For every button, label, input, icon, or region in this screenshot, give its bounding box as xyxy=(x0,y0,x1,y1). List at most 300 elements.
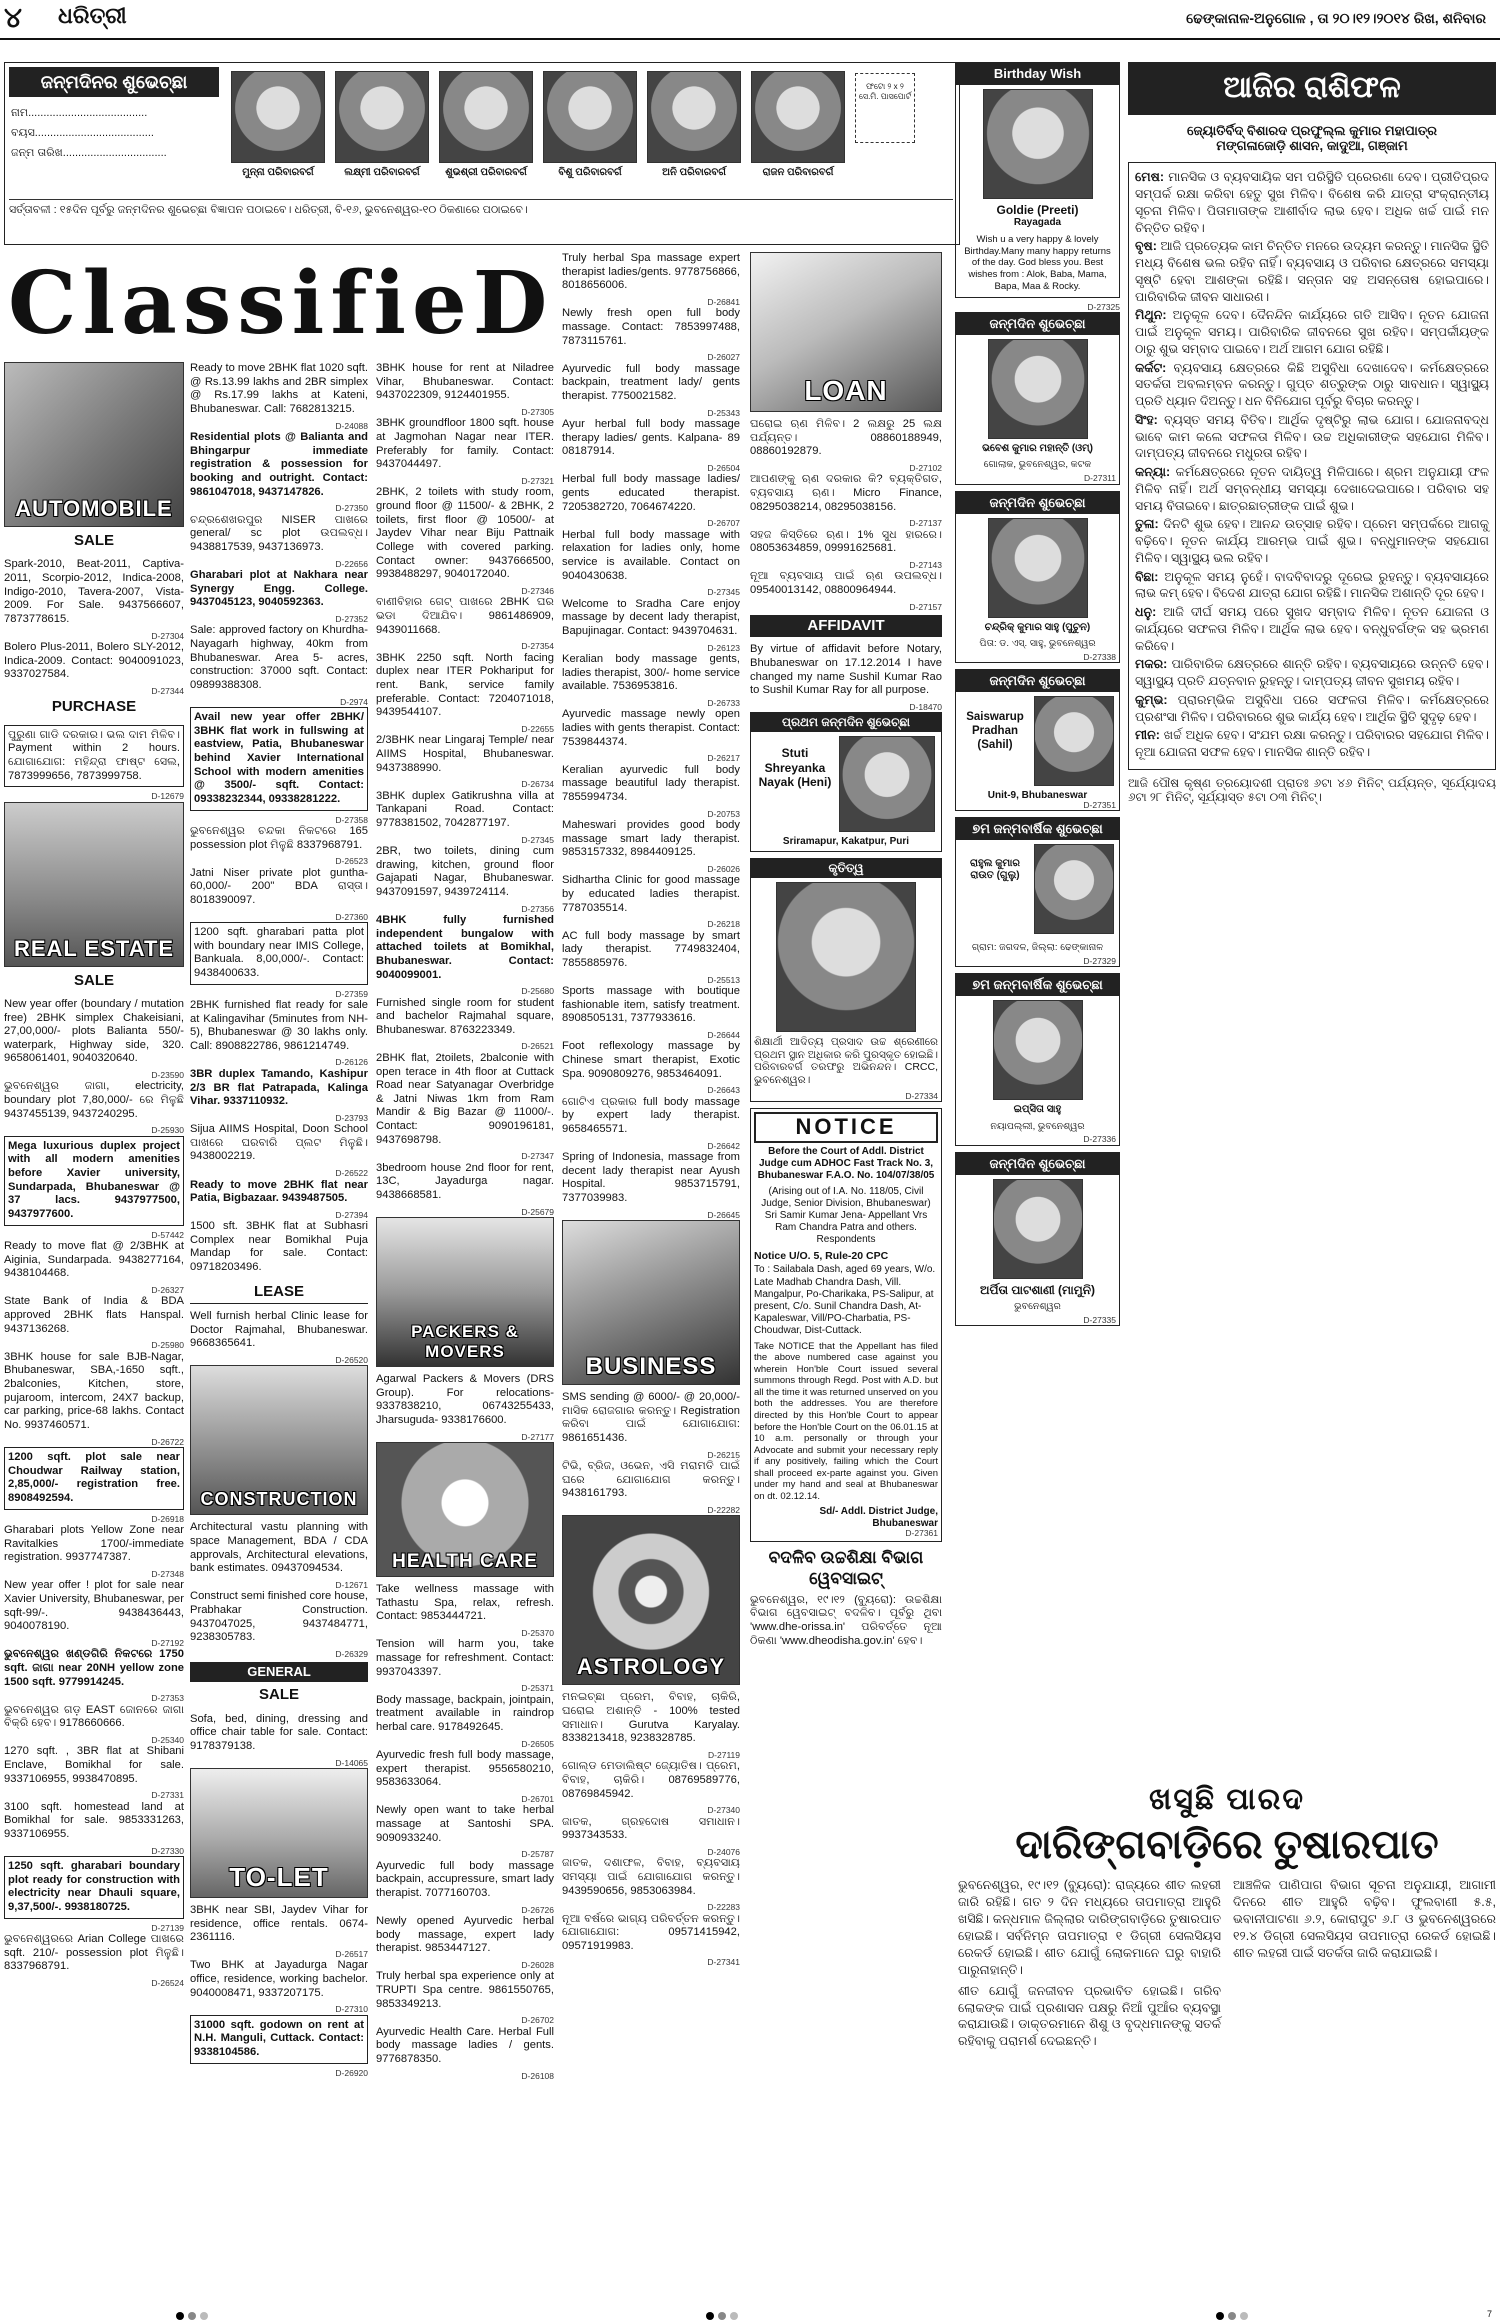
zodiac-prediction: ପ୍ରାରମ୍ଭିକ ଅସୁବିଧା ପରେ ସଫଳତା ମିଳିବ। କର୍ମକ୍ଷେତ୍ରରେ ପ୍ରଶଂସା ମିଳିବ। ପରିବାରରେ ଶୁଭ କାର୍ଯ୍ୟ ହେବ। ଆର୍ଥିକ ସ୍ଥିତି ସୁଦୃଢ଼ ହେବ। xyxy=(1135,692,1489,724)
child-address: Unit-9, Bhubaneswar xyxy=(987,789,1088,801)
ad-code: D-26841 xyxy=(707,296,740,307)
birthday-wish-box xyxy=(955,312,1120,484)
classified-ad: ଟିଭି, ବ୍ରିଜ, ଓଭେନ, ଏସି ମରାମତି ପାଇଁ ଘରେ ଯୋଗାଯୋଗ କରନ୍ତୁ। 9438161793. xyxy=(562,1459,740,1500)
classified-ad: Furnished single room for student and bachelor Rajmahal square, Bhubaneswar. 8763223349. xyxy=(376,996,554,1036)
classified-ad: ଭୁବନେଶ୍ୱରରେ Arian College ପାଖରେ sqft. 210/- possession plot ମିଳୁଛି। 8337968791. xyxy=(4,1933,184,1973)
ad-code: D-27334 xyxy=(905,1090,938,1101)
classified-ad: New year offer (boundary / mutation free) 2BHK simplex Chakeisiani, 27,00,000/- plots Balianta 550/- waterpark, Highway side, 320. 9658061401, 9040320640. xyxy=(4,997,184,1065)
ad-code: D-26215 xyxy=(707,1449,740,1460)
zodiac-sign: ମୀନ: xyxy=(1135,728,1160,743)
ad-code: D-26521 xyxy=(521,1041,554,1052)
classified-ad: Sijua AIIMS Hospital, Doon School ପାଖରେ ଘରବାରି ପ୍ଲଟ ମିଳୁଛି। 9438002219. xyxy=(190,1123,368,1163)
ad-code: D-27341 xyxy=(707,1957,740,1968)
classified-ad: Agarwal Packers & Movers (DRS Group). For relocations-9337838210, 06743255433, Jharsuguda- 9338176600. xyxy=(376,1373,554,1427)
ad-code: D-26726 xyxy=(521,1904,554,1915)
horoscope-entry xyxy=(1135,727,1489,761)
ad-code: D-27359 xyxy=(335,988,368,999)
classified-ad: Ayur herbal full body massage therapy ladies/ gents. Kalpana- 89 08187914. xyxy=(562,417,740,458)
classified-ad: 4BHK fully furnished independent bungalow with attached toilets at Bomikhal, Bhubaneswar. Contact: 9040099001. xyxy=(376,913,554,981)
packers-movers-label: PACKERS & MOVERS xyxy=(411,1321,519,1362)
automobile-label: AUTOMOBILE xyxy=(15,496,173,522)
child-name: ରାହୁଲ କୁମାର ରାଉତ (ଗୁଲୁ) xyxy=(970,858,1020,882)
page-number: ୪ xyxy=(4,2,22,33)
person-place: Rayagada xyxy=(1013,217,1062,229)
ad-code: D-25343 xyxy=(707,407,740,418)
panchang-note: ଆଜି ପୌଷ କୃଷ୍ଣ ତ୍ରୟୋଦଶୀ ପ୍ରାତଃ ୬ଟା ୪୬ ମିନିଟ୍ ପର୍ଯ୍ୟନ୍ତ, ସୂର୍ଯ୍ୟୋଦୟ ୬ଟା ୨୮ ମିନିଟ୍, ସୂର୍ଯ୍ୟାସ୍ତ ୫ଟା ୦୩ ମିନିଟ୍। xyxy=(1128,775,1496,805)
ad-code: D-12671 xyxy=(335,1580,368,1591)
ad-code: D-26504 xyxy=(707,462,740,473)
notice-parties: (Arising out of I.A. No. 118/05, Civil Judge, Senior Division, Bhubaneswar) Sri Samir Kumar Jena- Appellant Vrs Ram Chandra Patra and others. Respondents xyxy=(761,1185,931,1246)
birthday-wish-form xyxy=(4,62,960,245)
ad-code: D-26123 xyxy=(707,642,740,653)
horoscope-list xyxy=(1128,162,1496,770)
zodiac-sign: ବିଛା: xyxy=(1135,569,1159,584)
ad-code: D-27348 xyxy=(151,1569,184,1580)
ad-code: D-27119 xyxy=(708,1749,740,1760)
ad-code: D-27338 xyxy=(1083,651,1116,662)
classified-ad: Construct semi finished core house, Prabhakar Construction. 9437047025, 9437484771, 9238305783. xyxy=(190,1590,368,1644)
classified-ad: ଭୁବନେଶ୍ୱର ଖଣ୍ଡଗିରି ନିକଟରେ 1750 sqft. ଜାଗା near 20NH yellow zone 1500 sqft. 9779914245. xyxy=(4,1648,184,1688)
health-care-label: HEALTH CARE xyxy=(392,1550,538,1572)
ad-code: D-26329 xyxy=(335,1649,368,1660)
ad-code: D-23793 xyxy=(335,1112,368,1123)
ad-code: D-26028 xyxy=(521,1960,554,1971)
zodiac-prediction: ପାରିବାରିକ କ୍ଷେତ୍ରରେ ଶାନ୍ତି ରହିବ। ବ୍ୟବସାୟରେ ଉନ୍ନତି ହେବ। ସ୍ୱାସ୍ଥ୍ୟ ପ୍ରତି ଯତ୍ନବାନ ରୁହନ୍ତୁ। ଦାମ୍ପତ୍ୟ ଜୀବନ ସୁଖମୟ ରହିବ। xyxy=(1135,657,1489,689)
horoscope-entry xyxy=(1135,169,1489,236)
classified-ad: ନୂଆ ବ୍ୟବସାୟ ପାଇଁ ଋଣ ଉପଲବ୍ଧ। 09540013142, 08800964944. xyxy=(750,570,942,596)
zodiac-prediction: ଖର୍ଚ୍ଚ ଅଧିକ ହେବ। ସଂଯମ ରକ୍ଷା କରନ୍ତୁ। ପରିବାରର ସହଯୋଗ ମିଳିବ। ନୂଆ ଯୋଜନା ସଫଳ ହେବ। ମାନସିକ ଶାନ୍ତି ରହିବ। xyxy=(1135,728,1489,760)
classified-ad: Newly fresh open full body massage. Contact: 7853997488, 7873115761. xyxy=(562,307,740,347)
child-name: Saiswarup Pradhan (Sahil) xyxy=(966,710,1024,751)
registration-marks-icon xyxy=(0,2309,1500,2323)
notice-addressee: To : Sailabala Dash, aged 69 years, W/o. Late Madhab Chandra Dash, Vill. Mangalpur, Po-Charikaka, PS-Salipur, at present, C/o. Sunil Chandra Dash, At-Kapaleswar, Vill/PO-Charbatia, PS-Choudwar, Dist-Cuttack. xyxy=(754,1264,936,1337)
ad-code: D-26026 xyxy=(707,863,740,874)
ad-code: D-27351 xyxy=(1083,800,1116,811)
child-photo xyxy=(993,1000,1083,1100)
sale-heading: SALE xyxy=(4,970,184,992)
zodiac-sign: କନ୍ୟା: xyxy=(1135,465,1171,480)
first-birthday-wish xyxy=(750,712,942,852)
ad-code: D-26920 xyxy=(335,2067,368,2078)
child-name: Stuti Shreyanka Nayak (Heni) xyxy=(758,745,832,790)
construction-label: CONSTRUCTION xyxy=(200,1489,358,1510)
notice-rule: Notice U/O. 5, Rule-20 CPC xyxy=(754,1249,889,1262)
astrology-label: ASTROLOGY xyxy=(576,1654,726,1680)
classified-ad: SMS sending @ 6000/- @ 20,000/- ମାସିକ ରୋଜଗାର କରନ୍ତୁ। Registration କରିବା ପାଇଁ ଯୋଗାଯୋଗ: 9861651436. xyxy=(562,1390,740,1444)
achievement-box xyxy=(750,858,942,1102)
ad-code: D-26733 xyxy=(707,697,740,708)
classified-ad: 3bedroom house 2nd floor for rent, 13C, Jayadurga nagar. 9438668581. xyxy=(376,1161,554,1202)
ad-code: D-25787 xyxy=(521,1849,554,1860)
ad-code: D-27340 xyxy=(707,1805,740,1816)
loan-section-image xyxy=(750,252,942,412)
birthday-wish-title: ଜନ୍ମଦିନ ଶୁଭେଚ୍ଛା xyxy=(956,492,1119,514)
ad-code: D-25340 xyxy=(151,1735,184,1745)
astrology-section-image xyxy=(562,1515,740,1685)
print-registration-strip xyxy=(0,2309,1500,2323)
child-address: ଗୋଲାକ, ଭୁବନେଶ୍ୱର, କଟକ xyxy=(983,459,1092,471)
news-headline: ଦାରିଙ୍ଗବାଡ଼ିରେ ତୁଷାରପାତ xyxy=(1015,1822,1439,1867)
person-address: ଭୁବନେଶ୍ୱର xyxy=(1014,1301,1061,1313)
form-age-line: ବୟସ....................................... xyxy=(11,127,154,139)
ad-code: D-27329 xyxy=(1083,956,1116,967)
ad-code: D-22282 xyxy=(707,1504,740,1515)
classified-ad: 2BHK, 2 toilets with study room, ground floor @ 11500/- & 2BHK, 2 toilets, first floor @ 10500/- at Jaydev Vihar near Biju Pattnaik College with covered parking. Contact owner: 9437666500, 9938488297, 9040172040. xyxy=(376,486,554,581)
ad-code: D-18470 xyxy=(909,701,942,712)
horoscope-section xyxy=(1128,62,1496,1777)
classified-ad: Spark-2010, Beat-2011, Captiva-2011, Scorpio-2012, Indica-2008, Indigo-2010, Tavera-2007, Vista-2009. For Sale. 9437566607, 7873778615. xyxy=(4,558,184,625)
news-body-column xyxy=(958,1877,1221,2050)
classified-ad: Maheswari provides good body massage smart lady therapist. 9853157332, 8984409125. xyxy=(562,818,740,859)
zodiac-prediction: ଦିନଟି ଶୁଭ ହେବ। ଆନନ୍ଦ ଉତ୍ସାହ ରହିବ। ପ୍ରେମ ସମ୍ପର୍କରେ ଆଗକୁ ବଢ଼ିବେ। ନୂତନ କାର୍ଯ୍ୟ ଆରମ୍ଭ ପାଇଁ ଶୁଭ। ବନ୍ଧୁମାନଙ୍କ ସହଯୋଗ ମିଳିବ। ସ୍ୱାସ୍ଥ୍ୟ ଭଲ ରହିବ। xyxy=(1135,517,1489,565)
ad-code: D-27325 xyxy=(1087,302,1120,313)
business-label: BUSINESS xyxy=(585,1352,717,1380)
classified-ad: ଗୋଟିଏ ପ୍ରକାର full body massage by expert lady therapist. 9658465571. xyxy=(562,1095,740,1135)
ad-code: D-27356 xyxy=(521,903,554,914)
classified-ad: Sale: approved factory on Khurdha-Nayagarh highway, 40km from Bhubaneswar. Area 5- acres, construction: 37000 sqft. Contact: 09899388308. xyxy=(190,624,368,691)
ad-code: D-12679 xyxy=(151,791,184,802)
achievement-title: କୃତିତ୍ୱ xyxy=(751,859,941,878)
classified-ad: Spring of Indonesia, massage from decent lady therapist near Ayush Hospital. 9853715791, 7377039983. xyxy=(562,1150,740,1204)
horoscope-entry xyxy=(1135,516,1489,566)
news-paragraph: ଶୀତ ଯୋଗୁଁ ଜନଜୀବନ ପ୍ରଭାବିତ ହୋଇଛି। ଗରିବ ଲୋକଙ୍କ ପାଇଁ ପ୍ରଶାସନ ପକ୍ଷରୁ ନିଆଁ ପୁଆଁର ବ୍ୟବସ୍ଥା କରାଯାଉଛି। ଡାକ୍ତରମାନେ ଶିଶୁ ଓ ବୃଦ୍ଧମାନଙ୍କୁ ସତର୍କ ରହିବାକୁ ପରାମର୍ଶ ଦେଇଛନ୍ତି। xyxy=(958,1983,1221,2049)
ad-code: D-2974 xyxy=(340,696,368,707)
lease-heading: LEASE xyxy=(190,1281,368,1304)
ad-code: D-25680 xyxy=(521,986,554,997)
classified-ad: Ayurvedic full body massage backpain, accupressure, smart lady therapist. 7077160703. xyxy=(376,1859,554,1900)
person-photo xyxy=(983,89,1093,199)
classified-ad: Ayurvedic Health Care. Herbal Full body massage ladies / gents. 9776878350. xyxy=(376,2025,554,2066)
classified-ad: ମନଇଚ୍ଛା ପ୍ରେମ, ବିବାହ, ଚାକିରି, ଘରୋଇ ଅଶାନ୍ତି - 100% tested ସମାଧାନ। Gurutva Karyalay. 8338213418, 9238328785. xyxy=(562,1691,740,1745)
automobile-section-image xyxy=(4,362,184,527)
sale-heading: SALE xyxy=(190,1684,368,1706)
child-photo xyxy=(988,339,1088,439)
form-name-line: ନାମ....................................... xyxy=(11,107,148,119)
ad-code: D-26524 xyxy=(151,1977,184,1988)
classified-ad: 2/3BHK near Lingaraj Temple/ near AIIMS Hospital, Bhubaneswar. 9437388990. xyxy=(376,734,554,774)
ad-code: D-27345 xyxy=(707,587,740,598)
ad-code: D-26644 xyxy=(707,1029,740,1040)
zodiac-prediction: ଆଜି ଦୀର୍ଘ ସମୟ ପରେ ସୁଖଦ ସମ୍ବାଦ ମିଳିବ। ନୂତନ ଯୋଜନା ଓ କାର୍ଯ୍ୟରେ ସଫଳତା ମିଳିବ। ଆର୍ଥିକ ଲାଭ ହେବ। ବନ୍ଧୁବର୍ଗଙ୍କ ସହ ଭ୍ରମଣ କରିବେ। xyxy=(1135,605,1489,653)
student-photo xyxy=(776,882,916,1032)
child-photo xyxy=(647,71,741,163)
classified-ad: 3BHK near SBI, Jaydev Vihar for residence, office rentals. 0674-2361116. xyxy=(190,1903,368,1944)
ad-code: D-26108 xyxy=(521,2070,554,2081)
classified-ad: ପୁରୁଣା ଗାଡି ଦରକାର। ଭଲ ଦାମ ମିଳିବ। Payment within 2 hours. ଯୋଗାଯୋଗ: ମହିନ୍ଦ୍ରା ଫାଷ୍ଟ ସେଲ, 7873999656, 7873999758. xyxy=(4,725,184,788)
classified-ad: 1500 sft. 3BHK flat at Subhasri Complex near Bomikhal Puja Mandap for sale. Contact: 09718203496. xyxy=(190,1220,368,1274)
general-heading: GENERAL xyxy=(190,1662,368,1682)
classified-ad: ନୂଆ ବର୍ଷରେ ଭାଗ୍ୟ ପରିବର୍ତ୍ତନ କରନ୍ତୁ। ଯୋଗାଯୋଗ: 09571415942, 09571919983. xyxy=(562,1912,740,1952)
news-paragraph: ଆଞ୍ଚଳିକ ପାଣିପାଗ ବିଭାଗ ସୂଚନା ଅନୁଯାୟୀ, ଆଗାମୀ ଦିନରେ ଶୀତ ଆହୁରି ବଢ଼ିବ। ଫୁଲବାଣୀ ୫.୫, ଭବାନୀପାଟଣା ୬.୨, କୋରାପୁଟ ୬.୮ ଓ ଭୁବନେଶ୍ୱରରେ ୧୨.୪ ଡିଗ୍ରୀ ସେଲସିୟସ ତାପମାତ୍ରା ରେକର୍ଡ ହୋଇଛି। ଶୀତ ଲହରୀ ପାଇଁ ସତର୍କତା ଜାରି କରାଯାଇଛି। xyxy=(1233,1878,1496,1960)
zodiac-prediction: ମାନସିକ ଓ ବ୍ୟବସାୟିକ ସମ ପରିସ୍ଥିତି ପ୍ରେରଣା ଦେବ। ପ୍ରୀତିପ୍ରଦ ସମ୍ପର୍କ ରକ୍ଷା କରିବା ହେତୁ ସୁଖ ମିଳିବ। ବିଶେଷ କରି ଯାତ୍ରା ସଂକ୍ରାନ୍ତୀୟ ସୂଚନା ମିଳିବ। ପିତାମାତାଙ୍କ ଆଶୀର୍ବାଦ ଲାଭ ହେବ। ଅଧିକ ଖର୍ଚ୍ଚ ପାଇଁ ମନ ଚିନ୍ତିତ ରହିବ। xyxy=(1135,170,1489,235)
classified-ad: 3BHK house for rent at Niladree Vihar, Bhubaneswar. Contact: 9437022309, 9124401955. xyxy=(376,362,554,402)
classified-column-4 xyxy=(562,252,740,1968)
birthday-wish-box xyxy=(955,669,1120,811)
ad-code: D-26702 xyxy=(521,2015,554,2026)
ad-code: D-25370 xyxy=(521,1628,554,1639)
construction-section-image xyxy=(190,1365,368,1515)
birthday-wish-box xyxy=(955,491,1120,663)
birthday-wish-title: ଜନ୍ମଦିନ ଶୁଭେଚ୍ଛା xyxy=(956,1153,1119,1175)
ad-code: D-57442 xyxy=(151,1229,184,1240)
purchase-heading: PURCHASE xyxy=(4,696,184,718)
child-caption: ଶୁଭଶ୍ରୀ ପରିବାରବର୍ଗ xyxy=(445,167,527,178)
zodiac-sign: ମିଥୁନ: xyxy=(1135,308,1167,323)
ad-code: D-25679 xyxy=(521,1206,554,1217)
ad-code: D-24088 xyxy=(335,420,368,431)
classified-ad: 3100 sqft. homestead land at Bomikhal for sale. 9853331263, 9337106955. xyxy=(4,1800,184,1840)
ad-code: D-27310 xyxy=(335,2004,368,2015)
real-estate-section-image xyxy=(4,802,184,967)
person-photo xyxy=(993,1179,1083,1279)
child-caption: ଅନି ପରିବାରବର୍ଗ xyxy=(662,167,726,178)
classified-ad: ଭୁବନେଶ୍ୱର ଚନ୍ଦକା ନିକଟରେ 165 possession plot ମିଳୁଛି 8337968791. xyxy=(190,824,368,851)
news-body: ଭୁବନେଶ୍ୱର, ୧୯।୧୨ (ବ୍ୟୁରୋ): ଉଚ୍ଚଶିକ୍ଷା ବିଭାଗ ୱେବସାଇଟ୍ ବଦଳିବ। ପୂର୍ବରୁ ଥିବା 'www.dhe-orissa.in' ପରିବର୍ତ୍ତେ ନୂଆ ଠିକଣା 'www.dheodisha.gov.in' ହେବ। xyxy=(750,1593,942,1647)
ad-code: D-27321 xyxy=(521,475,554,486)
packers-movers-section-image xyxy=(376,1217,554,1367)
horoscope-entry xyxy=(1135,412,1489,462)
birthday-wish-title: ୭ମ ଜନ୍ମବାର୍ଷିକ ଶୁଭେଚ୍ଛା xyxy=(956,818,1119,840)
classified-ad: 1250 sqft. gharabari boundary plot ready for construction with electricity near Dhauli square, 9,37,500/-. 9938180725. xyxy=(4,1856,184,1919)
ad-code: D-26701 xyxy=(521,1794,554,1805)
classified-ad: ଭୁବନେଶ୍ୱର ଗଡ଼ EAST ଜୋନରେ ଜାଗା ବିକ୍ରି ହେବ। 9178660666. xyxy=(4,1703,184,1730)
ad-code: D-22283 xyxy=(707,1902,740,1913)
zodiac-prediction: ଅନୁକୂଳ ଦେବ। ଦୈନନ୍ଦିନ କାର୍ଯ୍ୟରେ ଗତି ଆସିବ। ନୂତନ ଯୋଜନା ପାଇଁ ଅନୁକୂଳ ସମୟ। ପାରିବାରିକ ଜୀବନରେ ସୁଖ ରହିବ। ସମ୍ପର୍କୀୟଙ୍କ ଠାରୁ ଶୁଭ ସମ୍ବାଦ ପାଇବେ। ଅର୍ଥ ଆଗମ ଯୋଗ ରହିଛି। xyxy=(1135,308,1489,356)
child-name: ଚନ୍ଦ୍ରିକ୍ କୁମାର ସାହୁ (ପୁଚୁନ) xyxy=(984,621,1091,633)
ad-code: D-27346 xyxy=(521,585,554,596)
classified-column-1 xyxy=(4,362,184,1988)
ad-code: D-27335 xyxy=(1083,1315,1116,1326)
ad-code: D-26327 xyxy=(151,1285,184,1296)
court-notice xyxy=(750,1108,942,1542)
classified-ad: Bolero Plus-2011, Bolero SLY-2012, Indica-2009. Contact: 9040091023, 9337027584. xyxy=(4,640,184,681)
birthday-form-title: ଜନ୍ମଦିନର ଶୁଭେଚ୍ଛା xyxy=(9,67,219,97)
ad-code: D-24076 xyxy=(707,1846,740,1857)
classified-ad: 1200 sqft. plot sale near Choudwar Railway station, 2,85,000/- registration free. 8908492594. xyxy=(4,1447,184,1510)
child-address: ପିତା: ଡ. ଏସ୍. ସାହୁ, ଭୁବନେଶ୍ୱର xyxy=(979,637,1096,649)
wish-message: Wish u a very happy & lovely Birthday.Many many happy returns of the day. God bless you. Best wishes from : Alok, Baba, Mama, Bapa, Maa & Rocky. xyxy=(964,233,1111,293)
ad-code: D-27347 xyxy=(521,1151,554,1162)
ad-code: D-26517 xyxy=(335,1948,368,1959)
birthday-wish-box xyxy=(955,817,1120,967)
ad-code: D-26126 xyxy=(335,1057,368,1068)
classified-column-5 xyxy=(750,252,942,1654)
classified-ad: Ready to move 2BHK flat near Patia, Bigbazaar. 9439487505. xyxy=(190,1178,368,1205)
classified-ad: ବାଣୀବିହାର ଗେଟ୍ ପାଖରେ 2BHK ଘର ଭଡା ଦିଆଯିବ। 9861486909, 9439011668. xyxy=(376,596,554,636)
birthday-wish-box xyxy=(955,62,1120,298)
notice-signature: Sd/- Addl. District Judge, Bhubaneswar xyxy=(819,1505,938,1529)
horoscope-entry xyxy=(1135,692,1489,726)
ad-code: D-27157 xyxy=(909,601,942,612)
zodiac-prediction: ଅନୁକୂଳ ସମୟ ନୁହେଁ। ବାଦବିବାଦରୁ ଦୂରେଇ ରୁହନ୍ତୁ। ବ୍ୟବସାୟରେ ଲାଭ କମ୍ ହେବ। ବିଦେଶ ଯାତ୍ରା ଯୋଗ ରହିଛି। ମାନସିକ ଅଶାନ୍ତି ଦୂର ହେବ। xyxy=(1135,569,1489,601)
classified-ad: Two BHK at Jayadurga Nagar office, residence, working bachelor. 9040008471, 9337207175. xyxy=(190,1959,368,1999)
classified-ad: Jatni Niser private plot guntha-60,000/- 200" BDA ରାସ୍ତା। 8018390097. xyxy=(190,866,368,906)
ad-code: D-27344 xyxy=(151,685,184,696)
to-let-section-image xyxy=(190,1768,368,1898)
sale-heading: SALE xyxy=(4,530,184,552)
classified-ad: Welcome to Sradha Care enjoy massage by decent lady therapist, Bapujinagar. Contact: 9439704631. xyxy=(562,597,740,637)
business-section-image xyxy=(562,1220,740,1385)
classified-ad: ଜାତକ, ଦଶାଫଳ, ବିବାହ, ବ୍ୟବସାୟ ସମସ୍ୟା ପାଇଁ ଯୋଗାଯୋଗ କରନ୍ତୁ। 9439590656, 9853063984. xyxy=(562,1857,740,1897)
form-dob-line: ଜନ୍ମ ତାରିଖ.................................. xyxy=(11,147,167,159)
child-photo xyxy=(543,71,637,163)
ad-code: D-27311 xyxy=(1084,473,1116,484)
health-care-section-image xyxy=(376,1442,554,1577)
classified-logo: ClassifieD xyxy=(8,253,554,354)
classified-ad: Ayurvedic fresh full body massage, expert therapist. 9556580210, 9583633064. xyxy=(376,1749,554,1789)
horoscope-entry xyxy=(1135,238,1489,305)
birthday-form-rules: ସର୍ତ୍ତାବଳୀ : ୧୫ଦିନ ପୂର୍ବରୁ ଜନ୍ମଦିନର ଶୁଭେଚ୍ଛା ବିଜ୍ଞାପନ ପଠାଇବେ। ଧରିତ୍ରୀ, ବି-୧୬, ଭୁବନେଶ୍ୱର-୧୦ ଠିକଣାରେ ପଠାଇବେ। xyxy=(9,199,953,217)
zodiac-sign: ତୁଳା: xyxy=(1135,517,1159,532)
birthday-wish-title: ଜନ୍ମଦିନ ଶୁଭେଚ୍ଛା xyxy=(956,670,1119,692)
person-name: Goldie (Preeti) xyxy=(996,202,1079,217)
ad-code: D-23590 xyxy=(151,1070,184,1081)
birthday-wish-box xyxy=(955,973,1120,1145)
classified-ad: Tension will harm you, take massage for refreshment. Contact: 9937043397. xyxy=(376,1638,554,1678)
classified-ad: Newly opened Ayurvedic herbal body massage, expert lady therapist. 9853447127. xyxy=(376,1915,554,1955)
ad-code: D-27336 xyxy=(1083,1134,1116,1145)
classified-ad: Ready to move 2BHK flat 1020 sqft. @ Rs.13.99 lakhs and 2BR simplex @ Rs.17.99 lakhs at Kateni, Bhubaneswar. Call: 7682813215. xyxy=(190,362,368,415)
ad-code: D-27304 xyxy=(151,630,184,641)
ad-code: D-26643 xyxy=(707,1085,740,1096)
page-header xyxy=(0,0,1500,40)
child-photo xyxy=(439,71,533,163)
ad-code: D-26642 xyxy=(707,1140,740,1151)
classified-ad: 3BHK 2250 sqft. North facing duplex near ITER Pokhariput for rent. Bank, service family preferable. Contact: 7204071018, 9439544107. xyxy=(376,651,554,719)
ad-code: D-26734 xyxy=(521,779,554,790)
ad-code: D-26505 xyxy=(521,1738,554,1749)
affidavit-heading: AFFIDAVIT xyxy=(750,615,942,637)
zodiac-sign: କୁମ୍ଭ: xyxy=(1135,692,1168,707)
classified-ad: Truly herbal spa experience only at TRUPTI Spa centre. 9861550765, 9853349213. xyxy=(376,1970,554,2010)
classified-ad: 1200 sqft. gharabari patta plot with boundary near IMIS College, Bankuala. 8,00,000/-. Contact: 9438400633. xyxy=(190,922,368,985)
classified-ad: Foot reflexology massage by Chinese smart therapist, Exotic Spa. 9090809276, 9853464091. xyxy=(562,1040,740,1080)
classified-ad: ଆପଣଙ୍କୁ ଋଣ ଦରକାର କି? ବ୍ୟକ୍ତିଗତ, ବ୍ୟବସାୟ ଋଣ। Micro Finance, 08295038214, 08295038156. xyxy=(750,473,942,513)
zodiac-sign: କର୍କଟ: xyxy=(1135,360,1167,375)
horoscope-entry xyxy=(1135,604,1489,654)
classified-ad: 3BHK groundfloor 1800 sqft. house at Jagmohan Nagar near ITER. Preferably for family. Contact: 9437044497. xyxy=(376,417,554,471)
news-kicker: ଖସୁଛି ପାରଦ xyxy=(1148,1783,1305,1816)
classified-ad: 3BHK duplex Gatikrushna villa at Tankapani Road. Contact: 9778381502, 7042877197. xyxy=(376,789,554,829)
horoscope-entry xyxy=(1135,464,1489,514)
child-photo xyxy=(751,71,845,163)
classified-ad: 31000 sqft. godown on rent at N.H. Manguli, Cuttack. Contact: 9338104586. xyxy=(190,2015,368,2064)
zodiac-prediction: ବ୍ୟବସାୟ କ୍ଷେତ୍ରରେ କିଛି ଅସୁବିଧା ଦେଖାଦେବ। କର୍ମକ୍ଷେତ୍ରରେ ସତର୍କତା ଅବଲମ୍ବନ କରନ୍ତୁ। ଗୁପ୍ତ ଶତ୍ରୁଙ୍କ ଠାରୁ ସାବଧାନ। ସ୍ୱାସ୍ଥ୍ୟ ପ୍ରତି ଧ୍ୟାନ ଦିଅନ୍ତୁ। ଧନ ବିନିଯୋଗ ପୂର୍ବରୁ ବିଚାର କରନ୍ତୁ। xyxy=(1135,360,1489,409)
ad-code: D-27331 xyxy=(151,1790,184,1801)
ad-code: D-27360 xyxy=(335,911,368,922)
classified-ad: Herbal full body massage ladies/ gents educated therapist. 7205382720, 7064674220. xyxy=(562,473,740,513)
classified-ad: 3BR duplex Tamando, Kashipur 2/3 BR flat Patrapada, Kalinga Vihar. 9337110932. xyxy=(190,1067,368,1108)
classified-ad: 1270 sqft. , 3BR flat at Shibani Enclave, Bomikhal for sale. 9337106955, 9938470895. xyxy=(4,1745,184,1785)
first-birthday-title: ପ୍ରଥମ ଜନ୍ମଦିନ ଶୁଭେଚ୍ଛା xyxy=(751,713,941,732)
horoscope-entry xyxy=(1135,569,1489,603)
classified-ad: ଘରୋଇ ଋଣ ମିଳିବ। 2 ଲକ୍ଷରୁ 25 ଲକ୍ଷ ପର୍ଯ୍ୟନ୍ତ। 08860188949, 08860192879. xyxy=(750,418,942,458)
ad-code: D-27177 xyxy=(521,1431,554,1442)
zodiac-sign: ମକର: xyxy=(1135,657,1168,672)
zodiac-prediction: ବ୍ୟସ୍ତ ସମୟ ବିତିବ। ଆର୍ଥିକ ଦୃଷ୍ଟିରୁ ଲାଭ ଯୋଗ। ଯୋଜନାବଦ୍ଧ ଭାବେ କାମ କଲେ ସଫଳତା ମିଳିବ। ଉଚ୍ଚ ଅଧିକାରୀଙ୍କ ସହଯୋଗ ମିଳିବ। ଦାମ୍ପତ୍ୟ ଜୀବନରେ ମଧୁରତା ରହିବ। xyxy=(1135,412,1489,461)
child-address: Sriramapur, Kakatpur, Puri xyxy=(782,835,910,847)
classified-ad: Ayurvedic massage newly open ladies with gents therapist. Contact: 7539844374. xyxy=(562,708,740,748)
to-let-label: TO-LET xyxy=(229,1862,329,1893)
classified-ad: ସହଜ କିସ୍ତିରେ ଋଣ। 1% ସୁଧ ହାରରେ। 08053634859, 09991625681. xyxy=(750,528,942,555)
classified-ad: Truly herbal Spa massage expert therapist ladies/gents. 9778756866, 8018656006. xyxy=(562,252,740,292)
horoscope-title: ଆଜିର ରାଶିଫଳ xyxy=(1128,62,1496,115)
notice-body: Take NOTICE that the Appellant has filed the above numbered case against you wherein Hon'ble Court issued several summons through Regd. Post with A.D. but all the time it was returned unserved on you both the addresses. You are therefore directed by this Hon'ble Court to appear before the Hon'ble Court on the 06.01.15 at 10 a.m. personally or through your Advocate and submit your necessary reply if any positively, failing which the Court shall proceed ex-parte against you. Given under my hand and seal at Bhubaneswar on dt. 02.12.14. xyxy=(754,1340,938,1503)
ad-code: D-27361 xyxy=(905,1527,938,1538)
classified-ad: Avail new year offer 2BHK/ 3BHK flat work in fullswing at eastview, Patia, Bhubaneswar behind Xavier International School with modern amenities @ 3500/- sqft. Contact: 09338232344, 09338281222. xyxy=(190,707,368,811)
horoscope-entry xyxy=(1135,307,1489,357)
child-photo xyxy=(988,518,1088,618)
ad-code: D-27350 xyxy=(335,503,368,514)
classified-ad: 2BHK flat, 2toilets, 2balconie with open terace in 4th floor at Cuttack Road near Satyanagar Overbridge & Jatni Niwas 1km from Ram Mandir & Big Bazar @ 11000/-. Contact: 9090196181, 9437698798. xyxy=(376,1051,554,1146)
ad-code: D-27352 xyxy=(335,613,368,624)
classified-ad: Keralian ayurvedic full body massage beautiful lady therapist. 7855994734. xyxy=(562,763,740,803)
horoscope-entry xyxy=(1135,656,1489,690)
weather-news-story xyxy=(958,1782,1496,2297)
child-photo xyxy=(1034,696,1114,786)
ad-code: D-27102 xyxy=(909,462,942,473)
classified-ad: Residential plots @ Balianta and Bhingarpur immediate registration & possession for booking and outright. Contact: 9861047018, 9437147826. xyxy=(190,430,368,498)
classified-ad: 2BR, two toilets, dining cum drawing, kitchen, ground floor Gajapati Nagar, Bhubaneswar. 9437091597, 9439724114. xyxy=(376,844,554,898)
ad-code: D-26722 xyxy=(151,1436,184,1447)
classified-ad: Ready to move flat @ 2/3BHK at Aiginia, Sundarpada. 9438277164, 9438104468. xyxy=(4,1240,184,1280)
child-name: ଇପ୍ସିତା ସାହୁ xyxy=(1013,1104,1062,1116)
child-address: ଗ୍ରାମ: ଜଗଦଳ, ଜିଲ୍ଲା: ଢେଙ୍କାନାଳ xyxy=(971,942,1104,954)
child-photo xyxy=(1034,844,1114,934)
ad-code: D-27345 xyxy=(521,834,554,845)
zodiac-sign: ସିଂହ: xyxy=(1135,412,1158,427)
classified-ad: Herbal full body massage with relaxation for ladies only, home service is available. Contact on 9040430638. xyxy=(562,528,740,582)
classified-ad: By virtue of affidavit before Notary, Bhubaneswar on 17.12.2014 I have changed my name Sushil Kumar Rao to Sushil Kumar Ray for all purpose. xyxy=(750,643,942,697)
ad-code: D-27358 xyxy=(335,814,368,825)
classified-ad: Mega luxurious duplex project with all modern amenities before Xavier university, Sundarpada, Bhubaneswar @ 37 lacs. 9437977500, 9437977600. xyxy=(4,1136,184,1226)
ad-code: D-26520 xyxy=(335,1355,368,1366)
news-paragraph: ଭୁବନେଶ୍ୱର, ୧୯।୧୨ (ବ୍ୟୁରୋ): ରାଜ୍ୟରେ ଶୀତ ଲହରୀ ଜାରି ରହିଛି। ଗତ ୨ ଦିନ ମଧ୍ୟରେ ତାପମାତ୍ରା ଆହୁରି ଖସିଛି। କନ୍ଧମାଳ ଜିଲ୍ଲାର ଦାରିଙ୍ଗବାଡ଼ିରେ ତୁଷାରପାତ ହୋଇଛି। ସର୍ବନିମ୍ନ ତାପମାତ୍ରା ୧ ଡିଗ୍ରୀ ସେଲସିୟସ ରେକର୍ଡ ହୋଇଛି। ଶୀତ ଯୋଗୁଁ ଲୋକମାନେ ଘରୁ ବାହାରି ପାରୁନାହାନ୍ତି। xyxy=(958,1878,1221,1977)
ad-code: D-27330 xyxy=(151,1845,184,1856)
notice-court: Before the Court of Addl. District Judge cum ADHOC Fast Track No. 3, Bhubaneswar F.A.O. No. 104/07/38/05 xyxy=(757,1146,935,1182)
page-bottom-number: 7 xyxy=(1486,2309,1492,2319)
newspaper-name: ଧରିତ୍ରୀ xyxy=(58,3,127,28)
ad-code: D-26217 xyxy=(707,753,740,764)
child-caption: ଲକ୍ଷ୍ମୀ ପରିବାରବର୍ଗ xyxy=(344,167,420,178)
child-caption: ରାଜନ ପରିବାରବର୍ଗ xyxy=(762,167,834,178)
classified-ad: Ayurvedic full body massage backpain, treatment lady/ gents therapist. 7750021582. xyxy=(562,362,740,402)
ad-code: D-27137 xyxy=(909,518,942,529)
classified-ad: 2BHK furnished flat ready for sale at Kalingavihar (5minutes from NH-5), Bhubaneswar @ 30 lakhs only. Call: 8908822786, 9861214749. xyxy=(190,998,368,1052)
person-name: ଅର୍ପିତା ପାଟଶାଣୀ (ମାମୁନି) xyxy=(980,1282,1095,1297)
ad-code: D-27394 xyxy=(335,1209,368,1220)
classified-ad: New year offer ! plot for sale near Xavier University, Bhubaneswar, per sqft-99/-. 9438436443, 9040078190. xyxy=(4,1579,184,1633)
ad-code: D-27354 xyxy=(521,641,554,652)
horoscope-byline-address: ମଙ୍ଗଳାଜୋଡ଼ି ଶାସନ, କାଦୁଆ, ଗଞ୍ଜାମ xyxy=(1216,138,1408,154)
zodiac-sign: ବୃଷ: xyxy=(1135,239,1157,254)
ad-code: D-27305 xyxy=(521,406,554,417)
real-estate-label: REAL ESTATE xyxy=(13,935,175,961)
zodiac-prediction: କର୍ମକ୍ଷେତ୍ରରେ ନୂତନ ଦାୟିତ୍ୱ ମିଳିପାରେ। ଶ୍ରମ ଅନୁଯାୟୀ ଫଳ ମିଳିବ ନାହିଁ। ଅର୍ଥ ସମ୍ବନ୍ଧୀୟ ସମସ୍ୟା ଦେଖାଦେଇପାରେ। ପରିବାର ସହ ସମୟ ବିତାଇବେ। ଛାତ୍ରଛାତ୍ରୀଙ୍କ ପାଇଁ ଶୁଭ। xyxy=(1135,465,1489,513)
birthday-wish-box xyxy=(955,1152,1120,1327)
ad-code: D-14065 xyxy=(335,1757,368,1768)
zodiac-sign: ମେଷ: xyxy=(1135,170,1165,185)
ad-code: D-27192 xyxy=(151,1638,184,1648)
ad-code: D-26918 xyxy=(151,1513,184,1524)
child-name: ଭବେଶ କୁମାର ମହାନ୍ତି (ଓମ୍) xyxy=(982,443,1093,455)
child-caption: ବିଶୁ ପରିବାରବର୍ଗ xyxy=(558,167,622,178)
classified-ad: ଜାତକ, ଗ୍ରହଦୋଷ ସମାଧାନ। 9937343533. xyxy=(562,1815,740,1842)
child-address: ନୟାପଲ୍ଲୀ, ଭୁବନେଶ୍ୱର xyxy=(990,1120,1085,1132)
ad-code: D-25930 xyxy=(151,1125,184,1136)
classified-ad: Architectural vastu planning with space Management, BDA / CDA approvals, Architectural elevations, bank estimates. 09437094534. xyxy=(190,1521,368,1575)
classified-ad: AC full body massage by smart lady therapist. 7749832404, 7855885976. xyxy=(562,929,740,969)
